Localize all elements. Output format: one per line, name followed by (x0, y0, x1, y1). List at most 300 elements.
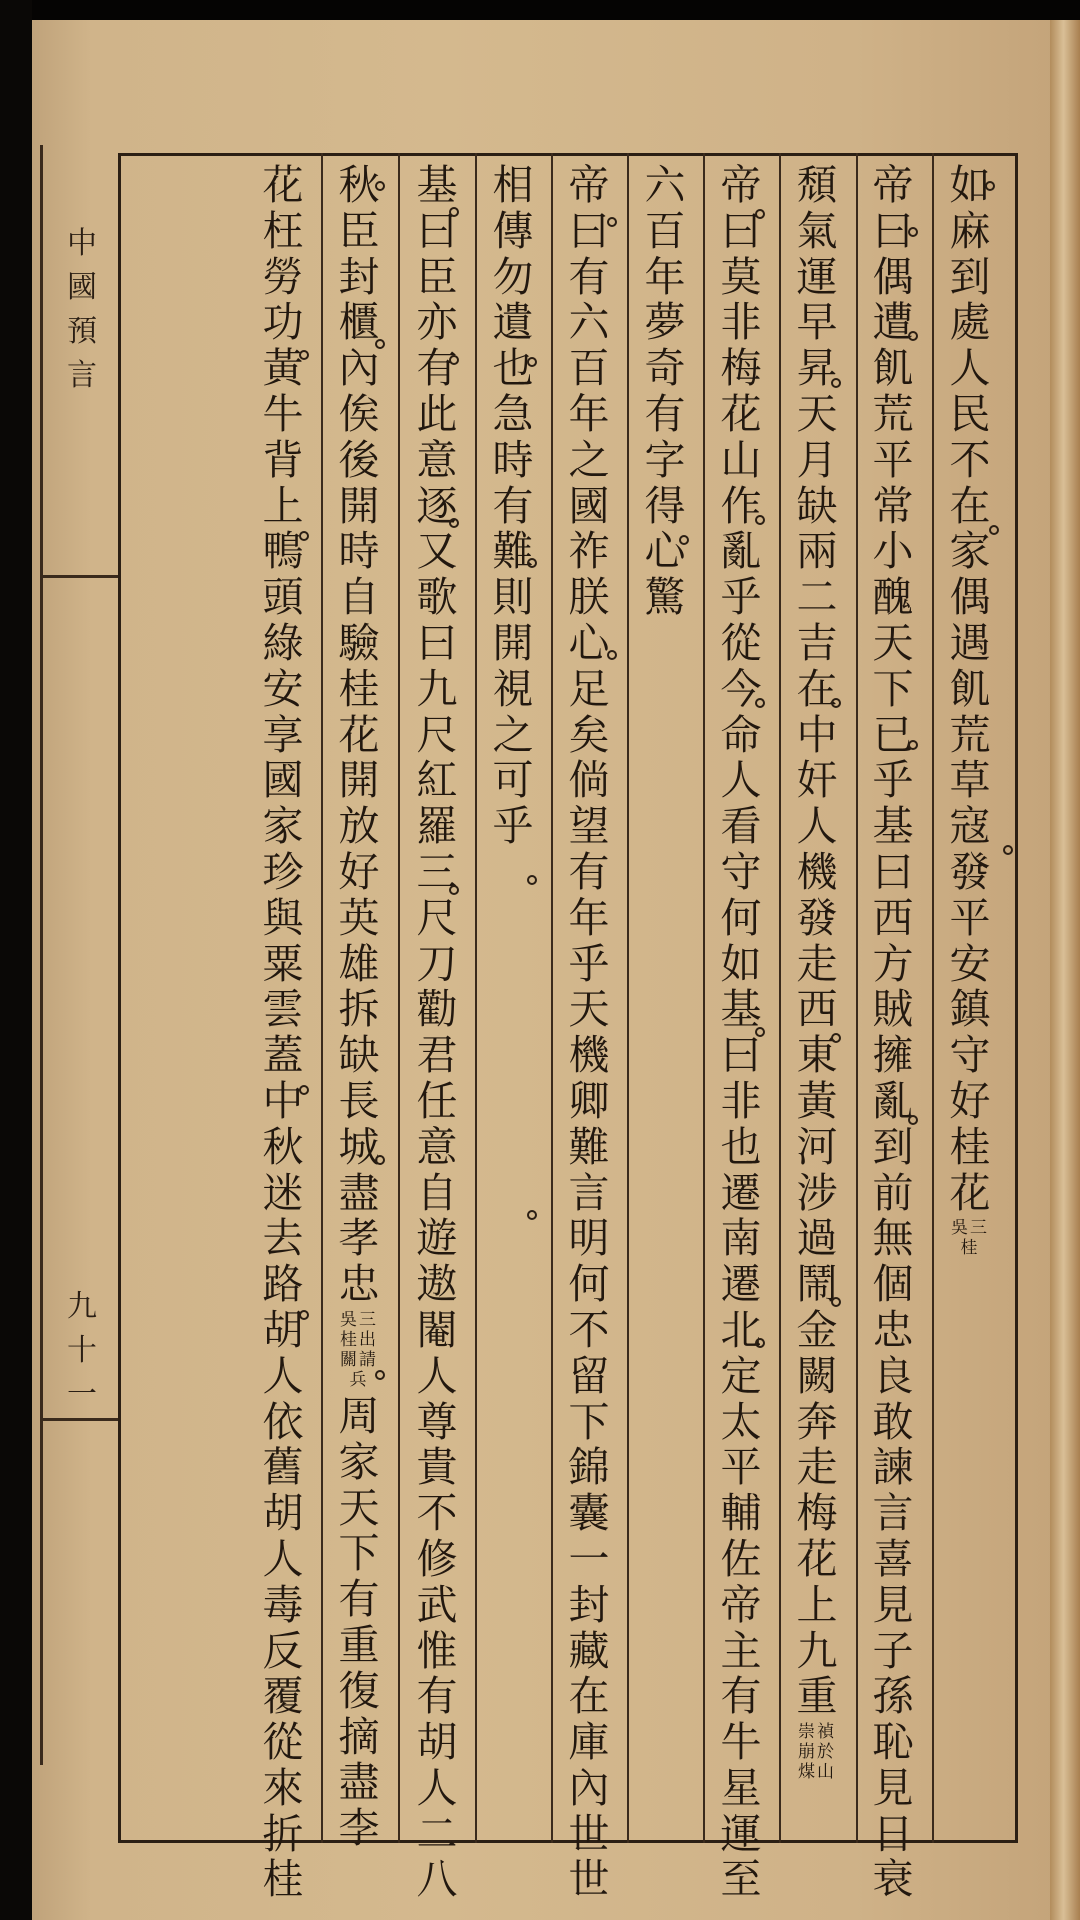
column-character: 黃 (262, 344, 304, 393)
punctuation-circle (989, 525, 999, 535)
column-character: 牛 (262, 389, 304, 438)
column-character: 鬧 (796, 1260, 838, 1309)
column-character: 基 (872, 802, 914, 851)
margin-title-char: 中 (67, 226, 97, 261)
column-character: 來 (262, 1763, 304, 1812)
column-character: 倘 (568, 756, 610, 805)
column-divider (475, 153, 477, 1843)
column-divider (932, 153, 934, 1843)
column-character: 國 (262, 756, 304, 805)
column-character: 常 (872, 481, 914, 530)
punctuation-circle (375, 1370, 385, 1380)
punctuation-circle (908, 331, 918, 341)
column-character: 奇 (644, 344, 686, 393)
column-character: 藏 (568, 1626, 610, 1675)
column-character: 天 (872, 618, 914, 667)
column-character: 枉 (262, 206, 304, 255)
column-character: 胡 (262, 1305, 304, 1354)
column-character: 開 (338, 756, 380, 805)
column-character: 定 (720, 1351, 762, 1400)
column-character: 前 (872, 1168, 914, 1217)
column-character: 花 (262, 161, 304, 209)
column-character: 八 (416, 1855, 458, 1904)
column-character: 有 (416, 1672, 458, 1721)
column-character: 六 (568, 298, 610, 347)
column-character: 從 (262, 1718, 304, 1767)
column-character: 民 (949, 389, 991, 438)
column-character: 遇 (949, 618, 991, 667)
column-character: 天 (568, 985, 610, 1034)
punctuation-circle (831, 378, 841, 388)
column-character: 驗 (338, 618, 380, 667)
column-character: 國 (568, 481, 610, 530)
column-character: 帝 (720, 1580, 762, 1629)
column-character: 年 (644, 252, 686, 301)
column-character: 祚 (568, 527, 610, 576)
column-character: 命 (720, 710, 762, 759)
column-character: 錦 (568, 1443, 610, 1492)
column-character: 乎 (568, 939, 610, 988)
column-character: 非 (720, 298, 762, 347)
column-character: 從 (720, 618, 762, 667)
column-character: 走 (796, 939, 838, 988)
text-column-6 (559, 163, 619, 1903)
column-character: 胡 (416, 1718, 458, 1767)
punctuation-circle (908, 1115, 918, 1125)
text-column-2 (863, 163, 923, 1903)
column-character: 可 (492, 756, 534, 805)
punctuation-circle (449, 885, 459, 895)
column-character: 庫 (568, 1718, 610, 1767)
column-character: 難 (492, 527, 534, 576)
text-column-8 (407, 163, 467, 1903)
column-character: 偶 (872, 252, 914, 301)
column-character: 武 (416, 1580, 458, 1629)
scan-left-border (0, 0, 32, 1920)
column-character: 梅 (796, 1489, 838, 1538)
column-character: 乎 (872, 756, 914, 805)
column-character: 臣 (338, 206, 380, 255)
column-character: 花 (796, 1534, 838, 1583)
column-character: 好 (338, 847, 380, 896)
column-character: 奔 (796, 1397, 838, 1446)
column-character: 則 (492, 573, 534, 622)
margin-title-char: 預 (67, 314, 97, 349)
column-character: 涉 (796, 1168, 838, 1217)
column-character: 氣 (796, 206, 838, 255)
column-character: 乎 (720, 573, 762, 622)
column-character: 安 (949, 939, 991, 988)
column-character: 人 (416, 1351, 458, 1400)
column-character: 一 (568, 1534, 610, 1583)
column-character: 桂 (338, 664, 380, 713)
column-character: 月 (796, 435, 838, 484)
column-character: 視 (492, 664, 534, 713)
page-edge-strip (1050, 20, 1080, 1920)
column-character: 曰 (416, 618, 458, 667)
column-character: 足 (568, 664, 610, 713)
column-character: 舊 (262, 1443, 304, 1492)
column-character: 家 (949, 527, 991, 576)
column-character: 諫 (872, 1443, 914, 1492)
column-character: 缺 (796, 481, 838, 530)
column-character: 遷 (720, 1168, 762, 1217)
column-character: 缺 (338, 1031, 380, 1080)
column-character: 意 (416, 1122, 458, 1171)
column-character: 紅 (416, 756, 458, 805)
column-character: 何 (720, 893, 762, 942)
column-character: 明 (568, 1214, 610, 1263)
column-character: 處 (949, 298, 991, 347)
column-character: 人 (796, 802, 838, 851)
column-character: 傳 (492, 206, 534, 255)
column-character: 毒 (262, 1580, 304, 1629)
column-character: 今 (720, 664, 762, 713)
interlinear-annotation: 吳三桂 (951, 1218, 989, 1259)
margin-book-title (58, 222, 106, 398)
margin-rule-top-box (40, 575, 118, 578)
column-character: 子 (872, 1626, 914, 1675)
column-character: 百 (644, 206, 686, 255)
punctuation-circle (299, 1310, 309, 1320)
column-character: 去 (262, 1214, 304, 1263)
column-character: 有 (644, 389, 686, 438)
column-character: 人 (949, 344, 991, 393)
column-character: 望 (568, 802, 610, 851)
punctuation-circle (755, 698, 765, 708)
column-character: 尊 (416, 1397, 458, 1446)
column-character: 遭 (872, 298, 914, 347)
column-character: 莫 (720, 252, 762, 301)
punctuation-circle (985, 181, 995, 191)
column-character: 家 (262, 802, 304, 851)
column-character: 機 (796, 847, 838, 896)
punctuation-circle (755, 1338, 765, 1348)
column-character: 勸 (416, 985, 458, 1034)
column-character: 在 (796, 664, 838, 713)
column-character: 賊 (872, 985, 914, 1034)
punctuation-circle (527, 875, 537, 885)
column-character: 帝 (720, 161, 762, 209)
column-character: 看 (720, 802, 762, 851)
column-character: 基 (416, 161, 458, 209)
column-character: 見 (872, 1580, 914, 1629)
margin-rule-left (40, 145, 43, 1765)
column-character: 急 (492, 389, 534, 438)
column-character: 之 (492, 710, 534, 759)
column-character: 曰 (872, 206, 914, 255)
column-character: 太 (720, 1397, 762, 1446)
column-character: 朕 (568, 573, 610, 622)
column-character: 刀 (416, 939, 458, 988)
column-character: 小 (872, 527, 914, 576)
column-character: 牛 (720, 1718, 762, 1767)
column-character: 人 (720, 756, 762, 805)
column-character: 運 (796, 252, 838, 301)
column-character: 驚 (644, 573, 686, 622)
column-character: 九 (796, 1626, 838, 1675)
column-character: 君 (416, 1031, 458, 1080)
column-divider (779, 153, 781, 1843)
column-character: 復 (338, 1666, 380, 1715)
column-character: 得 (644, 481, 686, 530)
column-character: 雲 (262, 985, 304, 1034)
column-character: 好 (949, 1076, 991, 1125)
column-character: 佐 (720, 1534, 762, 1583)
column-character: 花 (720, 389, 762, 438)
column-character: 反 (262, 1626, 304, 1675)
column-character: 雄 (338, 939, 380, 988)
column-divider (627, 153, 629, 1843)
column-character: 在 (568, 1672, 610, 1721)
column-character: 下 (338, 1529, 380, 1578)
column-character: 拆 (338, 985, 380, 1034)
column-character: 吉 (796, 618, 838, 667)
column-character: 尺 (416, 710, 458, 759)
punctuation-circle (755, 515, 765, 525)
column-character: 覆 (262, 1672, 304, 1721)
column-character: 西 (872, 893, 914, 942)
column-character: 平 (720, 1443, 762, 1492)
column-character: 三 (416, 847, 458, 896)
column-character: 珍 (262, 847, 304, 896)
interlinear-annotation: 吳三桂出關請兵 (340, 1309, 378, 1390)
column-divider (856, 153, 858, 1843)
column-character: 亦 (416, 298, 458, 347)
column-character: 六 (644, 161, 686, 209)
column-character: 昇 (796, 344, 838, 393)
column-character: 個 (872, 1260, 914, 1309)
column-character: 夢 (644, 298, 686, 347)
column-character: 秋 (262, 1122, 304, 1171)
punctuation-circle (375, 181, 385, 191)
column-character: 孫 (872, 1672, 914, 1721)
column-character: 內 (338, 344, 380, 393)
column-character: 到 (949, 252, 991, 301)
column-character: 又 (416, 527, 458, 576)
column-character: 何 (568, 1260, 610, 1309)
column-character: 周 (338, 1391, 380, 1440)
column-character: 也 (720, 1122, 762, 1171)
column-character: 過 (796, 1214, 838, 1263)
column-character: 尺 (416, 893, 458, 942)
column-character: 貴 (416, 1443, 458, 1492)
punctuation-circle (1003, 845, 1013, 855)
column-character: 發 (949, 847, 991, 896)
column-character: 如 (720, 939, 762, 988)
page-number-char: 九 (67, 1289, 97, 1324)
punctuation-circle (607, 217, 617, 227)
column-character: 平 (949, 893, 991, 942)
text-column-5 (635, 163, 695, 621)
column-character: 到 (872, 1122, 914, 1171)
column-character: 內 (568, 1763, 610, 1812)
column-character: 奸 (796, 756, 838, 805)
column-character: 年 (568, 389, 610, 438)
column-character: 南 (720, 1214, 762, 1263)
margin-rule-bottom-box (40, 1418, 118, 1421)
column-character: 兩 (796, 527, 838, 576)
column-character: 桂 (262, 1855, 304, 1904)
column-character: 草 (949, 756, 991, 805)
column-character: 難 (568, 1122, 610, 1171)
column-character: 秋 (338, 161, 380, 209)
column-character: 恥 (872, 1718, 914, 1767)
column-character: 重 (796, 1672, 838, 1721)
column-character: 山 (720, 435, 762, 484)
column-character: 早 (796, 298, 838, 347)
column-character: 依 (262, 1397, 304, 1446)
text-column-9 (329, 163, 389, 1852)
column-character: 心 (644, 527, 686, 576)
punctuation-circle (755, 1027, 765, 1037)
column-divider (551, 153, 553, 1843)
column-character: 上 (262, 481, 304, 530)
column-character: 盡 (338, 1758, 380, 1807)
column-character: 言 (568, 1168, 610, 1217)
column-character: 桂 (949, 1122, 991, 1171)
column-character: 人 (262, 1534, 304, 1583)
column-character: 基 (720, 985, 762, 1034)
column-character: 與 (262, 893, 304, 942)
column-character: 盡 (338, 1168, 380, 1217)
column-character: 開 (338, 481, 380, 530)
column-character: 蓋 (262, 1031, 304, 1080)
punctuation-circle (831, 1297, 841, 1307)
column-character: 飢 (949, 664, 991, 713)
column-character: 俟 (338, 389, 380, 438)
column-character: 鴨 (262, 527, 304, 576)
margin-title-char: 言 (67, 358, 97, 393)
text-column-1 (940, 163, 1000, 1262)
column-divider (703, 153, 705, 1843)
column-character: 城 (338, 1122, 380, 1171)
punctuation-circle (607, 650, 617, 660)
column-character: 主 (720, 1626, 762, 1675)
column-character: 百 (568, 344, 610, 393)
column-character: 時 (338, 527, 380, 576)
column-character: 勞 (262, 252, 304, 301)
column-character: 背 (262, 435, 304, 484)
column-character: 忠 (872, 1305, 914, 1354)
punctuation-circle (527, 357, 537, 367)
column-character: 羅 (416, 802, 458, 851)
column-character: 中 (796, 710, 838, 759)
column-character: 李 (338, 1804, 380, 1853)
punctuation-circle (679, 535, 689, 545)
column-character: 人 (262, 1351, 304, 1400)
column-character: 擁 (872, 1031, 914, 1080)
column-character: 非 (720, 1076, 762, 1125)
column-character: 機 (568, 1031, 610, 1080)
column-character: 孝 (338, 1214, 380, 1263)
column-character: 二 (796, 573, 838, 622)
column-character: 荒 (872, 389, 914, 438)
column-character: 囊 (568, 1489, 610, 1538)
column-character: 西 (796, 985, 838, 1034)
column-character: 遷 (720, 1260, 762, 1309)
column-character: 留 (568, 1351, 610, 1400)
column-character: 櫃 (338, 298, 380, 347)
column-character: 年 (568, 893, 610, 942)
column-character: 此 (416, 389, 458, 438)
column-character: 已 (872, 710, 914, 759)
margin-title-char: 國 (67, 270, 97, 305)
punctuation-circle (449, 207, 459, 217)
punctuation-circle (831, 698, 841, 708)
column-character: 日 (872, 1809, 914, 1858)
column-character: 後 (338, 435, 380, 484)
column-character: 逐 (416, 481, 458, 530)
column-character: 輔 (720, 1489, 762, 1538)
column-character: 天 (338, 1483, 380, 1532)
column-character: 卿 (568, 1076, 610, 1125)
punctuation-circle (449, 355, 459, 365)
column-character: 不 (416, 1489, 458, 1538)
punctuation-circle (831, 1033, 841, 1043)
column-character: 忠 (338, 1260, 380, 1309)
column-character: 放 (338, 802, 380, 851)
column-character: 修 (416, 1534, 458, 1583)
punctuation-circle (527, 1210, 537, 1220)
column-character: 麻 (949, 206, 991, 255)
column-character: 寇 (949, 802, 991, 851)
column-character: 開 (492, 618, 534, 667)
column-character: 見 (872, 1763, 914, 1812)
column-character: 在 (949, 481, 991, 530)
column-character: 守 (720, 847, 762, 896)
column-character: 河 (796, 1122, 838, 1171)
column-character: 相 (492, 161, 534, 209)
column-character: 二 (416, 1809, 458, 1858)
column-character: 衰 (872, 1855, 914, 1904)
column-character: 偶 (949, 573, 991, 622)
column-character: 閹 (416, 1305, 458, 1354)
column-character: 喜 (872, 1534, 914, 1583)
column-character: 摘 (338, 1712, 380, 1761)
column-character: 惟 (416, 1626, 458, 1675)
column-divider (321, 153, 323, 1843)
punctuation-circle (375, 339, 385, 349)
column-character: 臣 (416, 252, 458, 301)
column-character: 平 (872, 435, 914, 484)
column-character: 世 (568, 1809, 610, 1858)
column-character: 折 (262, 1809, 304, 1858)
column-character: 走 (796, 1443, 838, 1492)
column-character: 無 (872, 1214, 914, 1263)
punctuation-circle (299, 531, 309, 541)
column-character: 守 (949, 1031, 991, 1080)
column-character: 英 (338, 893, 380, 942)
column-character: 九 (416, 664, 458, 713)
punctuation-circle (908, 740, 918, 750)
column-character: 曰 (872, 847, 914, 896)
column-character: 天 (796, 389, 838, 438)
column-character: 有 (338, 1575, 380, 1624)
column-character: 醜 (872, 573, 914, 622)
column-character: 享 (262, 710, 304, 759)
column-character: 安 (262, 664, 304, 713)
column-character: 有 (416, 344, 458, 393)
column-character: 曰 (720, 206, 762, 255)
column-character: 迷 (262, 1168, 304, 1217)
column-character: 矣 (568, 710, 610, 759)
column-character: 發 (796, 893, 838, 942)
column-character: 有 (568, 847, 610, 896)
column-character: 綠 (262, 618, 304, 667)
column-character: 粟 (262, 939, 304, 988)
column-character: 頹 (796, 161, 838, 209)
